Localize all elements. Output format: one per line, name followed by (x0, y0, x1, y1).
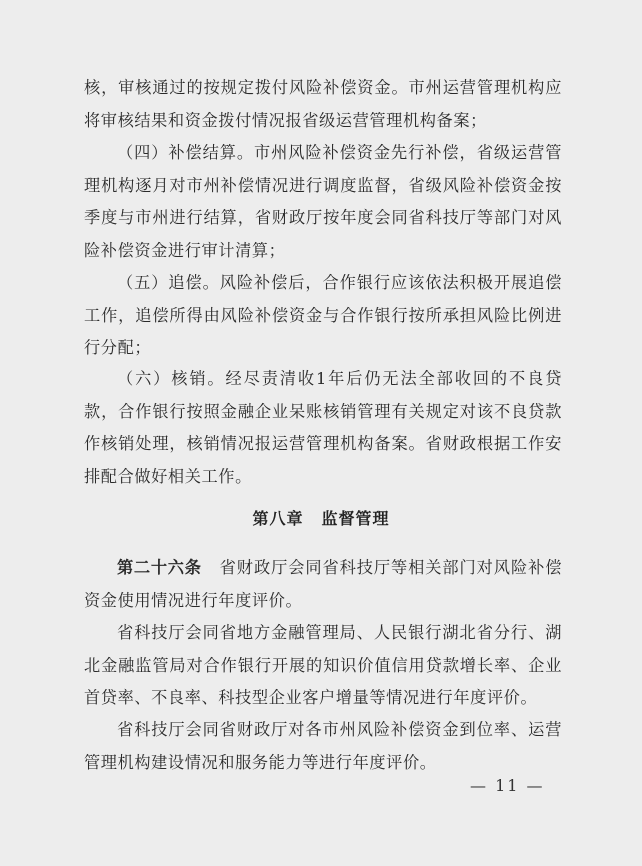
article-text: 省财政厅会同省科技厅等相关部门对风险补偿资金使用情况进行年度评价。 (84, 558, 563, 610)
article-26 (84, 552, 562, 617)
paragraph-bank-evaluation: 省科技厅会同省地方金融管理局、人民银行湖北省分行、湖北金融监管局对合作银行开展的知识价值信用贷款增长率、企业首贷率、不良率、科技型企业客户增量等情况进行年度评价。 (84, 623, 562, 708)
article-heading: 第二十六条 (117, 558, 202, 577)
chapter-number: 第八章 (252, 509, 304, 528)
paragraph-city-evaluation: 省科技厅会同省财政厅对各市州风险补偿资金到位率、运营管理机构建设情况和服务能力等进行年度评价。 (84, 720, 562, 772)
paragraph-approval-continued: 核，审核通过的按规定拨付风险补偿资金。市州运营管理机构应将审核结果和资金拨付情况报省级运营管理机构备案； (84, 78, 562, 130)
chapter-heading (0, 506, 642, 529)
paragraph-write-off: （六）核销。经尽责清收1年后仍无法全部收回的不良贷款，合作银行按照金融企业呆账核销管理有关规定对该不良贷款作核销处理，核销情况报运营管理机构备案。省财政根据工作安排配合做好相关工作。 (84, 369, 562, 486)
paragraph-recovery: （五）追偿。风险补偿后，合作银行应该依法积极开展追偿工作，追偿所得由风险补偿资金与合作银行按所承担风险比例进行分配； (84, 273, 562, 358)
paragraph-compensation-settlement: （四）补偿结算。市州风险补偿资金先行补偿，省级运营管理机构逐月对市州补偿情况进行调度监督，省级风险补偿资金按季度与市州进行结算，省财政厅按年度会同省科技厅等部门对风险补偿资金进行审计清算； (84, 143, 562, 260)
page-number: — 11 — (470, 776, 545, 795)
chapter-title: 监督管理 (321, 509, 390, 528)
